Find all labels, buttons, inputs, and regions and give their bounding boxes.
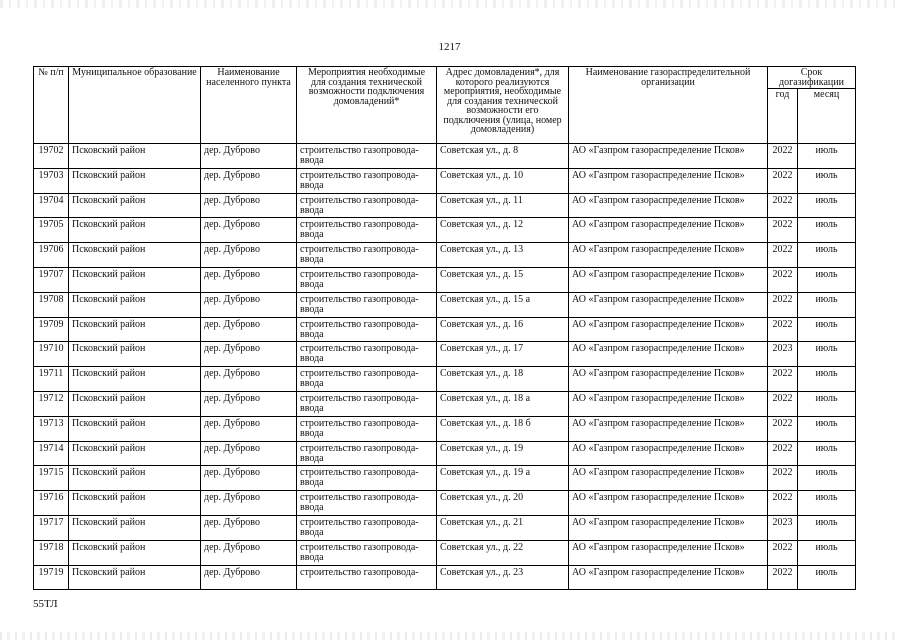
cell-settlement: дер. Дуброво — [201, 243, 297, 268]
cell-month: июль — [798, 144, 856, 169]
cell-address: Советская ул., д. 15 — [437, 267, 569, 292]
cell-month: июль — [798, 391, 856, 416]
cell-num: 19718 — [34, 540, 69, 565]
cell-month: июль — [798, 540, 856, 565]
cell-address: Советская ул., д. 18 — [437, 367, 569, 392]
cell-organization: АО «Газпром газораспределение Псков» — [569, 193, 768, 218]
cell-measure: строительство газопровода-ввода — [297, 243, 437, 268]
table-row — [34, 565, 856, 590]
cell-settlement: дер. Дуброво — [201, 466, 297, 491]
cell-address: Советская ул., д. 21 — [437, 515, 569, 540]
cell-year: 2022 — [768, 441, 798, 466]
cell-address: Советская ул., д. 11 — [437, 193, 569, 218]
cell-num: 19706 — [34, 243, 69, 268]
cell-year: 2022 — [768, 367, 798, 392]
cell-measure: строительство газопровода-ввода — [297, 441, 437, 466]
cell-num: 19717 — [34, 515, 69, 540]
table-row — [34, 367, 856, 392]
cell-month: июль — [798, 317, 856, 342]
scan-edge-top — [0, 0, 899, 8]
cell-organization: АО «Газпром газораспределение Псков» — [569, 565, 768, 590]
cell-month: июль — [798, 342, 856, 367]
cell-municipality: Псковский район — [69, 168, 201, 193]
cell-measure: строительство газопровода-ввода — [297, 367, 437, 392]
cell-year: 2022 — [768, 466, 798, 491]
cell-measure: строительство газопровода-ввода — [297, 466, 437, 491]
cell-year: 2022 — [768, 540, 798, 565]
cell-municipality: Псковский район — [69, 243, 201, 268]
cell-settlement: дер. Дуброво — [201, 317, 297, 342]
cell-organization: АО «Газпром газораспределение Псков» — [569, 391, 768, 416]
cell-year: 2022 — [768, 416, 798, 441]
cell-num: 19704 — [34, 193, 69, 218]
cell-address: Советская ул., д. 19 а — [437, 466, 569, 491]
cell-address: Советская ул., д. 17 — [437, 342, 569, 367]
cell-municipality: Псковский район — [69, 267, 201, 292]
table-row — [34, 391, 856, 416]
cell-organization: АО «Газпром газораспределение Псков» — [569, 540, 768, 565]
gasification-table — [33, 66, 856, 590]
cell-municipality: Псковский район — [69, 565, 201, 590]
cell-num: 19713 — [34, 416, 69, 441]
cell-measure: строительство газопровода-ввода — [297, 491, 437, 516]
cell-municipality: Псковский район — [69, 218, 201, 243]
header-address: Адрес домовладения*, для которого реализуются мероприятия, необходимые для создания технической возможности его подключения (улица, номер домовладения) — [437, 67, 569, 144]
cell-num: 19710 — [34, 342, 69, 367]
cell-num: 19711 — [34, 367, 69, 392]
table-row — [34, 243, 856, 268]
cell-year: 2022 — [768, 491, 798, 516]
table-row — [34, 193, 856, 218]
table-row — [34, 416, 856, 441]
cell-organization: АО «Газпром газораспределение Псков» — [569, 317, 768, 342]
cell-municipality: Псковский район — [69, 416, 201, 441]
cell-month: июль — [798, 565, 856, 590]
cell-month: июль — [798, 367, 856, 392]
cell-organization: АО «Газпром газораспределение Псков» — [569, 441, 768, 466]
cell-year: 2023 — [768, 342, 798, 367]
cell-settlement: дер. Дуброво — [201, 391, 297, 416]
cell-municipality: Псковский район — [69, 144, 201, 169]
cell-measure: строительство газопровода-ввода — [297, 515, 437, 540]
cell-settlement: дер. Дуброво — [201, 144, 297, 169]
cell-address: Советская ул., д. 23 — [437, 565, 569, 590]
cell-municipality: Псковский район — [69, 540, 201, 565]
cell-month: июль — [798, 441, 856, 466]
cell-address: Советская ул., д. 19 — [437, 441, 569, 466]
cell-year: 2022 — [768, 218, 798, 243]
cell-month: июль — [798, 267, 856, 292]
cell-year: 2022 — [768, 565, 798, 590]
cell-num: 19716 — [34, 491, 69, 516]
cell-month: июль — [798, 491, 856, 516]
cell-organization: АО «Газпром газораспределение Псков» — [569, 491, 768, 516]
cell-settlement: дер. Дуброво — [201, 367, 297, 392]
cell-measure: строительство газопровода-ввода — [297, 292, 437, 317]
header-measures: Мероприятия необходимые для создания технической возможности подключения домовладений* — [297, 67, 437, 144]
cell-organization: АО «Газпром газораспределение Псков» — [569, 267, 768, 292]
cell-num: 19709 — [34, 317, 69, 342]
cell-municipality: Псковский район — [69, 317, 201, 342]
cell-num: 19714 — [34, 441, 69, 466]
cell-settlement: дер. Дуброво — [201, 491, 297, 516]
cell-settlement: дер. Дуброво — [201, 218, 297, 243]
cell-settlement: дер. Дуброво — [201, 540, 297, 565]
cell-num: 19708 — [34, 292, 69, 317]
cell-year: 2022 — [768, 267, 798, 292]
cell-measure: строительство газопровода-ввода — [297, 540, 437, 565]
cell-municipality: Псковский район — [69, 391, 201, 416]
cell-organization: АО «Газпром газораспределение Псков» — [569, 515, 768, 540]
table-row — [34, 168, 856, 193]
cell-settlement: дер. Дуброво — [201, 416, 297, 441]
cell-address: Советская ул., д. 22 — [437, 540, 569, 565]
cell-municipality: Псковский район — [69, 515, 201, 540]
header-term: Срок догазификации — [768, 67, 856, 89]
cell-year: 2022 — [768, 292, 798, 317]
cell-organization: АО «Газпром газораспределение Псков» — [569, 168, 768, 193]
table-row — [34, 466, 856, 491]
cell-address: Советская ул., д. 15 а — [437, 292, 569, 317]
header-settlement: Наименование населенного пункта — [201, 67, 297, 144]
cell-settlement: дер. Дуброво — [201, 168, 297, 193]
cell-year: 2022 — [768, 317, 798, 342]
header-organization: Наименование газораспределительной организации — [569, 67, 768, 144]
cell-month: июль — [798, 292, 856, 317]
cell-organization: АО «Газпром газораспределение Псков» — [569, 367, 768, 392]
cell-year: 2022 — [768, 391, 798, 416]
cell-month: июль — [798, 515, 856, 540]
scan-edge-bottom — [0, 632, 899, 640]
cell-address: Советская ул., д. 20 — [437, 491, 569, 516]
cell-organization: АО «Газпром газораспределение Псков» — [569, 416, 768, 441]
cell-settlement: дер. Дуброво — [201, 193, 297, 218]
cell-address: Советская ул., д. 10 — [437, 168, 569, 193]
cell-organization: АО «Газпром газораспределение Псков» — [569, 144, 768, 169]
cell-municipality: Псковский район — [69, 466, 201, 491]
cell-measure: строительство газопровода-ввода — [297, 267, 437, 292]
cell-measure: строительство газопровода-ввода — [297, 168, 437, 193]
cell-month: июль — [798, 193, 856, 218]
cell-num: 19707 — [34, 267, 69, 292]
cell-month: июль — [798, 466, 856, 491]
cell-address: Советская ул., д. 18 а — [437, 391, 569, 416]
cell-year: 2023 — [768, 515, 798, 540]
cell-organization: АО «Газпром газораспределение Псков» — [569, 243, 768, 268]
cell-year: 2022 — [768, 193, 798, 218]
table-row — [34, 267, 856, 292]
cell-num: 19705 — [34, 218, 69, 243]
cell-measure: строительство газопровода-ввода — [297, 218, 437, 243]
cell-municipality: Псковский район — [69, 441, 201, 466]
cell-address: Советская ул., д. 16 — [437, 317, 569, 342]
table-row — [34, 540, 856, 565]
cell-year: 2022 — [768, 243, 798, 268]
table-row — [34, 515, 856, 540]
header-year: год — [768, 89, 798, 144]
table-row — [34, 317, 856, 342]
cell-municipality: Псковский район — [69, 367, 201, 392]
header-municipality: Муниципальное образование — [69, 67, 201, 144]
table-row — [34, 218, 856, 243]
cell-address: Советская ул., д. 8 — [437, 144, 569, 169]
cell-organization: АО «Газпром газораспределение Псков» — [569, 292, 768, 317]
cell-municipality: Псковский район — [69, 342, 201, 367]
cell-measure: строительство газопровода-ввода — [297, 391, 437, 416]
cell-organization: АО «Газпром газораспределение Псков» — [569, 218, 768, 243]
page-number: 1217 — [438, 41, 461, 53]
cell-settlement: дер. Дуброво — [201, 267, 297, 292]
cell-num: 19702 — [34, 144, 69, 169]
cell-settlement: дер. Дуброво — [201, 342, 297, 367]
cell-municipality: Псковский район — [69, 292, 201, 317]
cell-municipality: Псковский район — [69, 193, 201, 218]
header-num: № п/п — [34, 67, 69, 144]
table-row — [34, 342, 856, 367]
cell-address: Советская ул., д. 18 б — [437, 416, 569, 441]
cell-month: июль — [798, 218, 856, 243]
table-header — [34, 67, 856, 144]
table-row — [34, 144, 856, 169]
cell-measure: строительство газопровода-ввода — [297, 193, 437, 218]
cell-measure: строительство газопровода-ввода — [297, 342, 437, 367]
cell-measure: строительство газопровода-ввода — [297, 416, 437, 441]
table-body — [34, 144, 856, 590]
cell-num: 19715 — [34, 466, 69, 491]
cell-settlement: дер. Дуброво — [201, 515, 297, 540]
table-row — [34, 491, 856, 516]
cell-year: 2022 — [768, 168, 798, 193]
footer-code: 55ТЛ — [33, 598, 58, 610]
cell-address: Советская ул., д. 12 — [437, 218, 569, 243]
cell-settlement: дер. Дуброво — [201, 292, 297, 317]
header-month: месяц — [798, 89, 856, 144]
cell-measure: строительство газопровода- — [297, 565, 437, 590]
cell-organization: АО «Газпром газораспределение Псков» — [569, 342, 768, 367]
cell-municipality: Псковский район — [69, 491, 201, 516]
cell-address: Советская ул., д. 13 — [437, 243, 569, 268]
cell-month: июль — [798, 416, 856, 441]
cell-year: 2022 — [768, 144, 798, 169]
cell-month: июль — [798, 168, 856, 193]
cell-measure: строительство газопровода-ввода — [297, 317, 437, 342]
cell-num: 19712 — [34, 391, 69, 416]
cell-month: июль — [798, 243, 856, 268]
cell-settlement: дер. Дуброво — [201, 441, 297, 466]
table-row — [34, 292, 856, 317]
table-row — [34, 441, 856, 466]
cell-settlement: дер. Дуброво — [201, 565, 297, 590]
cell-measure: строительство газопровода-ввода — [297, 144, 437, 169]
cell-num: 19703 — [34, 168, 69, 193]
cell-num: 19719 — [34, 565, 69, 590]
cell-organization: АО «Газпром газораспределение Псков» — [569, 466, 768, 491]
